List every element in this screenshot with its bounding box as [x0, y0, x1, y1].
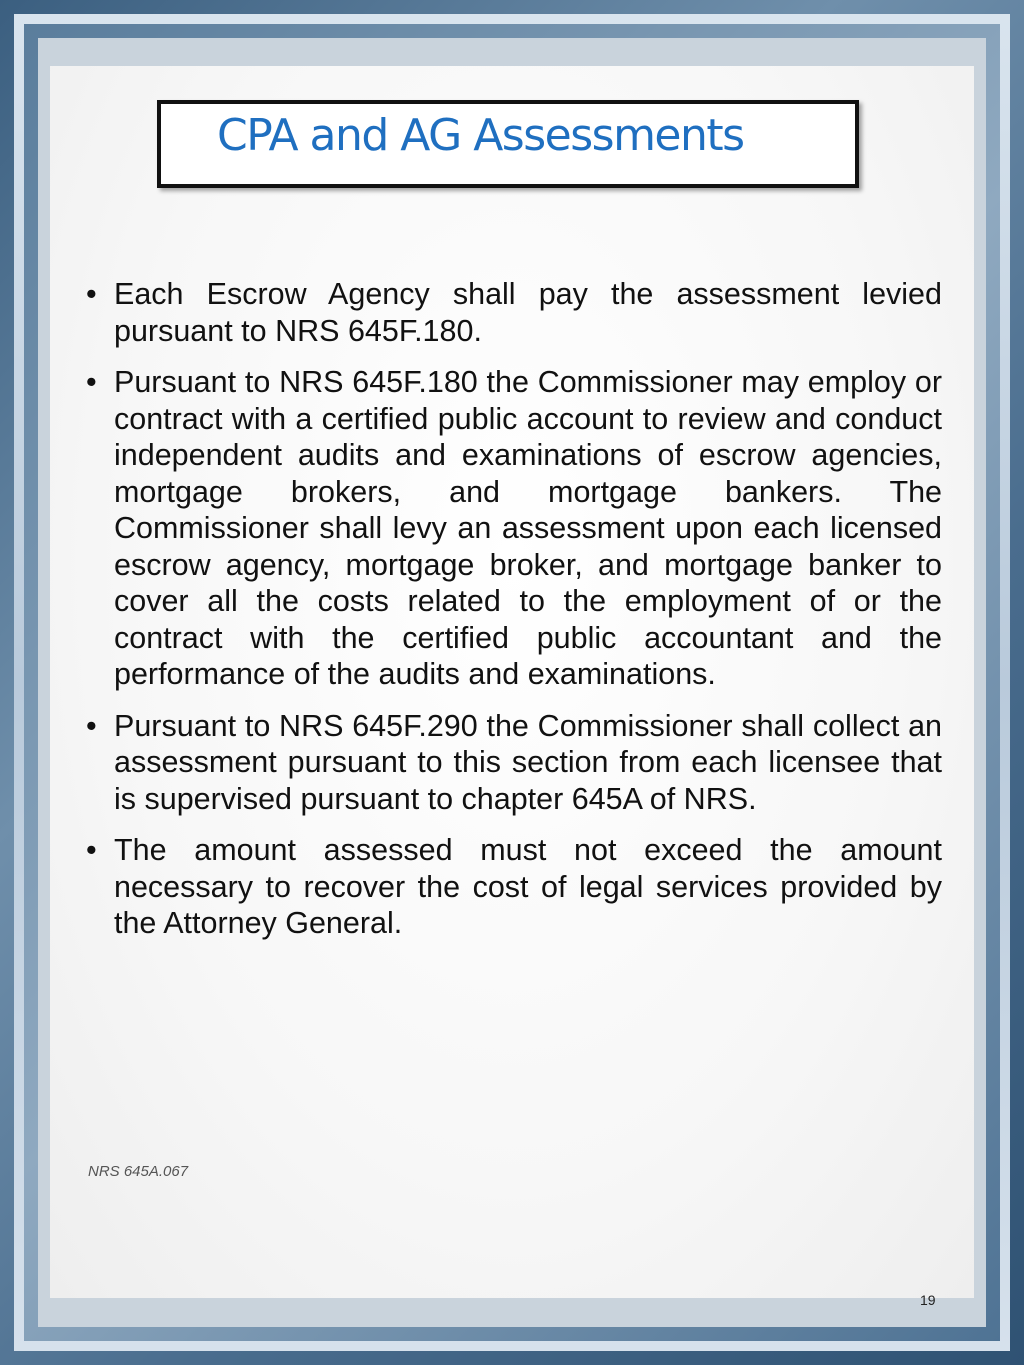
page-number: 19 — [920, 1292, 936, 1308]
title-box — [157, 100, 859, 188]
bullet-item: • Each Escrow Agency shall pay the assessment levied pursuant to NRS 645F.180. — [86, 276, 942, 349]
footnote-citation: NRS 645A.067 — [88, 1163, 189, 1180]
bullet-list — [86, 276, 942, 957]
bullet-item: • Pursuant to NRS 645F.180 the Commissioner may employ or contract with a certified public account to review and conduct independent audits and examinations of escrow agencies, mortgage brokers, and mortgage bankers. The Commissioner shall levy an assessment upon each licensed escrow agency, mortgage broker, and mortgage banker to cover all the costs related to the employment of or the contract with the certified public accountant and the performance of the audits and examinations. — [86, 364, 942, 693]
bullet-item: • Pursuant to NRS 645F.290 the Commissioner shall collect an assessment pursuant to this section from each licensee that is supervised pursuant to chapter 645A of NRS. — [86, 708, 942, 818]
bullet-item: • The amount assessed must not exceed the amount necessary to recover the cost of legal services provided by the Attorney General. — [86, 832, 942, 942]
slide-title: CPA and AG Assessments — [217, 110, 744, 161]
slide-page — [50, 66, 974, 1308]
